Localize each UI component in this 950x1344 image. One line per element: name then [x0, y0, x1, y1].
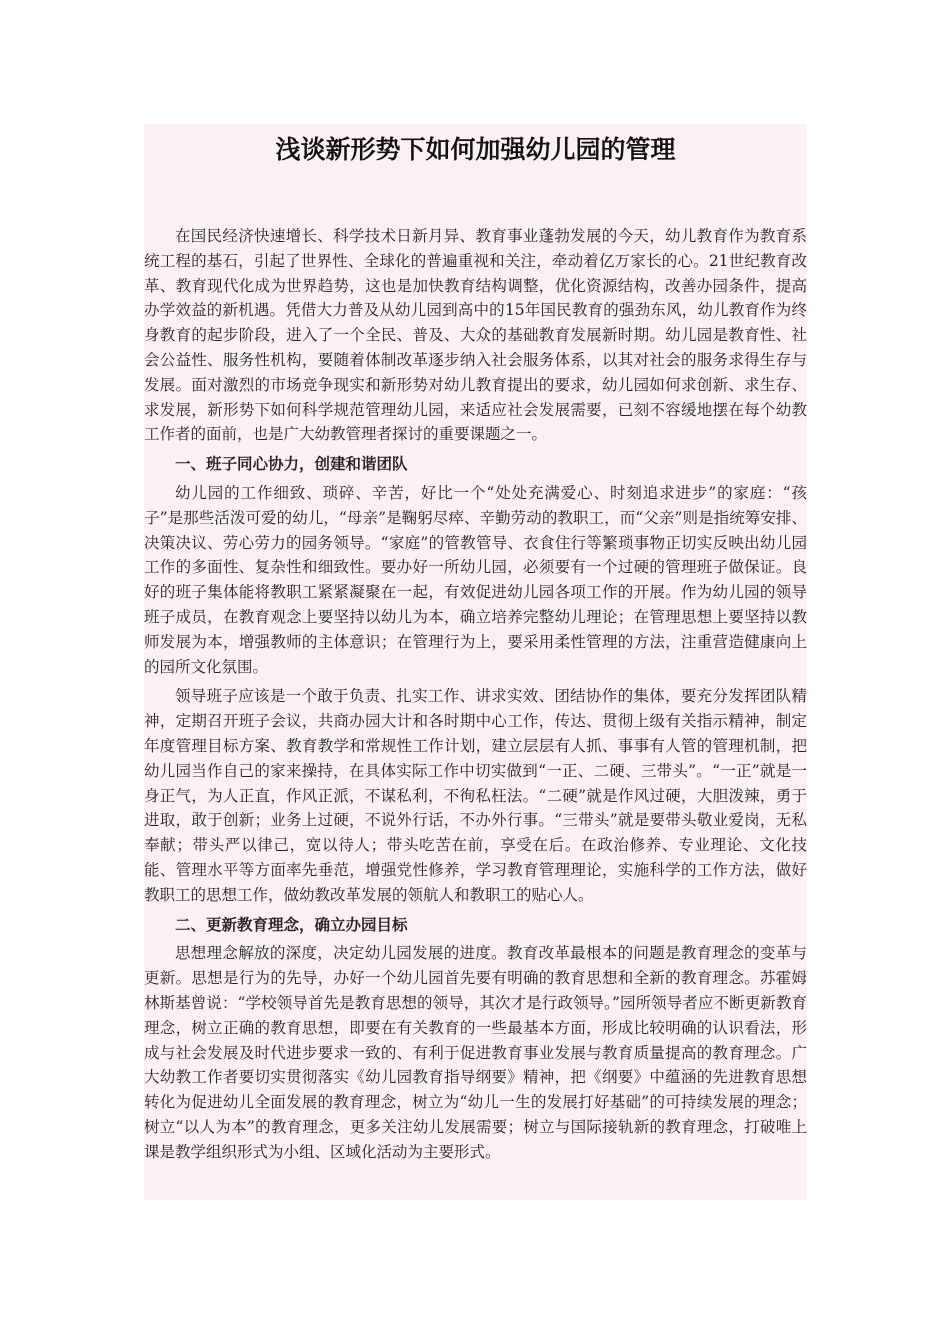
section-heading-2: 二、更新教育理念，确立办园目标: [175, 915, 408, 934]
section-2-paragraph-1: 思想理念解放的深度，决定幼儿园发展的进度。教育改革最根本的问题是教育理念的变革与更新。思想是行为的先导，办好一个幼儿园首先要有明确的教育思想和全新的教育理念。苏霍姆林斯基曾说：“学校领导首先是教育思想的领导，其次才是行政领导。”园所领导者应不断更新教育理念，树立正确的教育思想，即要在有关教育的一些最基本方面，形成比较明确的认识看法，形成与社会发展及时代进步要求一致的、有利于促进教育事业发展与教育质量提高的教育理念。广大幼教工作者要切实贯彻落实《幼儿园教育指导纲要》精神，把《纲要》中蕴涵的先进教育思想转化为促进幼儿全面发展的教育理念，树立为“幼儿一生的发展打好基础”的可持续发展的理念；树立“以人为本”的教育理念，更多关注幼儿发展需要；树立与国际接轨新的教育理念，打破唯上课是教学组织形式为小组、区域化活动为主要形式。: [144, 944, 807, 1161]
section-heading-1: 一、班子同心协力，创建和谐团队: [175, 455, 408, 474]
section-1-paragraph-1: 幼儿园的工作细致、琐碎、辛苦，好比一个“处处充满爱心、时刻追求进步”的家庭：“孩子”是那些活泼可爱的幼儿，“母亲”是鞠躬尽瘁、辛勤劳动的教职工，而“父亲”则是指统筹安排、决策决议、劳心劳力的园务领导。“家庭”的管教管导、衣食住行等繁琐事物正切实反映出幼儿园工作的多面性、复杂性和细致性。要办好一所幼儿园，必须要有一个过硬的管理班子做保证。良好的班子集体能将教职工紧紧凝聚在一起，有效促进幼儿园各项工作的开展。作为幼儿园的领导班子成员，在教育观念上要坚持以幼儿为本，确立培养完整幼儿理论；在管理思想上要坚持以教师发展为本，增强教师的主体意识；在管理行为上，要采用柔性管理的方法，注重营造健康向上的园所文化氛围。: [144, 483, 807, 676]
document-body: [144, 224, 807, 1169]
section-1-paragraph-2: 领导班子应该是一个敢于负责、扎实工作、讲求实效、团结协作的集体，要充分发挥团队精神，定期召开班子会议，共商办园大计和各时期中心工作，传达、贯彻上级有关指示精神，制定年度管理目标方案、教育教学和常规性工作计划，建立层层有人抓、事事有人管的管理机制，把幼儿园当作自己的家来操持，在具体实际工作中切实做到“一正、二硬、三带头”。“一正”就是一身正气，为人正直，作风正派，不谋私利，不徇私枉法。“二硬”就是作风过硬，大胆泼辣，勇于进取，敢于创新；业务上过硬，不说外行话，不办外行事。“三带头”就是要带头敬业爱岗，无私奉献；带头严以律己，宽以待人；带头吃苦在前，享受在后。在政治修养、专业理论、文化技能、管理水平等方面率先垂范，增强党性修养，学习教育管理理论，实施科学的工作方法，做好教职工的思想工作，做幼教改革发展的领航人和教职工的贴心人。: [144, 687, 807, 904]
document-title: 浅谈新形势下如何加强幼儿园的管理: [275, 135, 676, 164]
intro-paragraph: 在国民经济快速增长、科学技术日新月异、教育事业蓬勃发展的今天，幼儿教育作为教育系统工程的基石，引起了世界性、全球化的普遍重视和关注，牵动着亿万家长的心。21世纪教育改革、教育现代化成为世界趋势，这也是加快教育结构调整，优化资源结构，改善办园条件，提高办学效益的新机遇。凭借大力普及从幼儿园到高中的15年国民教育的强劲东风，幼儿教育作为终身教育的起步阶段，进入了一个全民、普及、大众的基础教育发展新时期。幼儿园是教育性、社会公益性、服务性机构，要随着体制改革逐步纳入社会服务体系，以其对社会的服务求得生存与发展。面对激烈的市场竞争现实和新形势对幼儿教育提出的要求，幼儿园如何求创新、求生存、求发展，新形势下如何科学规范管理幼儿园，来适应社会发展需要，已刻不容缓地摆在每个幼教工作者的面前，也是广大幼教管理者探讨的重要课题之一。: [144, 227, 807, 444]
